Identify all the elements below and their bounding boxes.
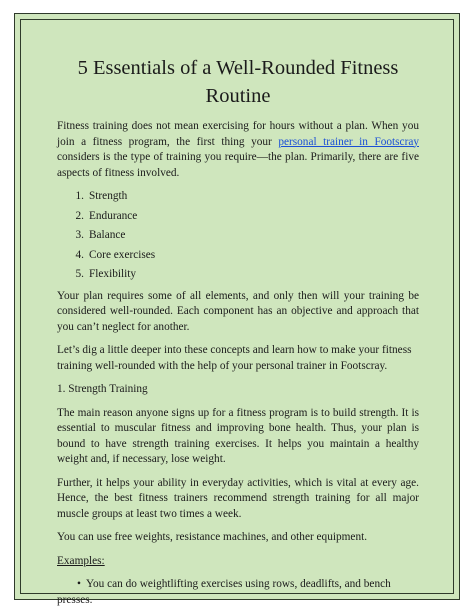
section-heading-label: 1. Strength Training: [57, 383, 148, 395]
list-item-label: Flexibility: [89, 268, 137, 280]
strength-paragraph-3: You can use free weights, resistance machines, and other equipment.: [57, 531, 368, 543]
list-item: [57, 209, 419, 225]
list-item: [57, 189, 419, 205]
list-item-number: 1.: [75, 190, 84, 202]
list-item-text: You can do weightlifting exercises using rows, deadlifts, and bench presses.: [57, 578, 391, 606]
bullet-icon: •: [77, 578, 81, 590]
examples-list: [57, 577, 419, 608]
strength-paragraph-1: The main reason anyone signs up for a fitness program is to build strength. It is essential to muscular fitness and improving bone health. Thus, your plan is bound to have strength training exercises. It helps you maintain a healthy weight and, if necessary, lose weight.: [57, 406, 419, 465]
list-item-label: Endurance: [89, 209, 138, 222]
personal-trainer-link[interactable]: personal trainer in Footscray: [278, 135, 419, 148]
list-item-label: Balance: [89, 229, 126, 241]
list-item-label: Core exercises: [89, 248, 156, 261]
examples-label: Examples:: [57, 554, 105, 567]
list-item: [57, 248, 419, 264]
intro-text-start: Fitness training does not mean exercising for hours without a plan. When you join a fitness program, the first thing your: [57, 120, 419, 148]
plan-paragraph: Your plan requires some of all elements, and only then will your training be considered well-rounded. Each component has an objective and approach that you can’t neglect for another.: [57, 289, 419, 333]
document-content: [57, 54, 419, 608]
intro-text-end: considers is the type of training you require—the plan. Primarily, there are five aspects of fitness involved.: [57, 151, 419, 179]
strength-paragraph-2: Further, it helps your ability in everyday activities, which is vital at every age. Hence, the best fitness trainers recommend strength training for all major muscle groups at least two times a week.: [57, 476, 419, 520]
section-heading-strength: [57, 382, 419, 398]
document-title: 5 Essentials of a Well-Rounded Fitness Routine: [77, 57, 399, 107]
examples-heading: [57, 554, 419, 570]
list-item: [57, 577, 419, 608]
aspects-list: [57, 189, 419, 283]
dig-deeper-paragraph: Let’s dig a little deeper into these concepts and learn how to make your fitness training well-rounded with the help of your personal trainer in Footscray.: [57, 344, 412, 372]
list-item: [57, 228, 419, 244]
document-page: [14, 13, 460, 606]
list-item: [57, 267, 419, 283]
list-item-number: 2.: [75, 209, 84, 222]
list-item-label: Strength: [89, 190, 128, 202]
list-item-number: 3.: [75, 229, 84, 241]
list-item-number: 4.: [75, 248, 84, 261]
list-item-number: 5.: [75, 268, 84, 280]
intro-paragraph: [57, 119, 419, 181]
